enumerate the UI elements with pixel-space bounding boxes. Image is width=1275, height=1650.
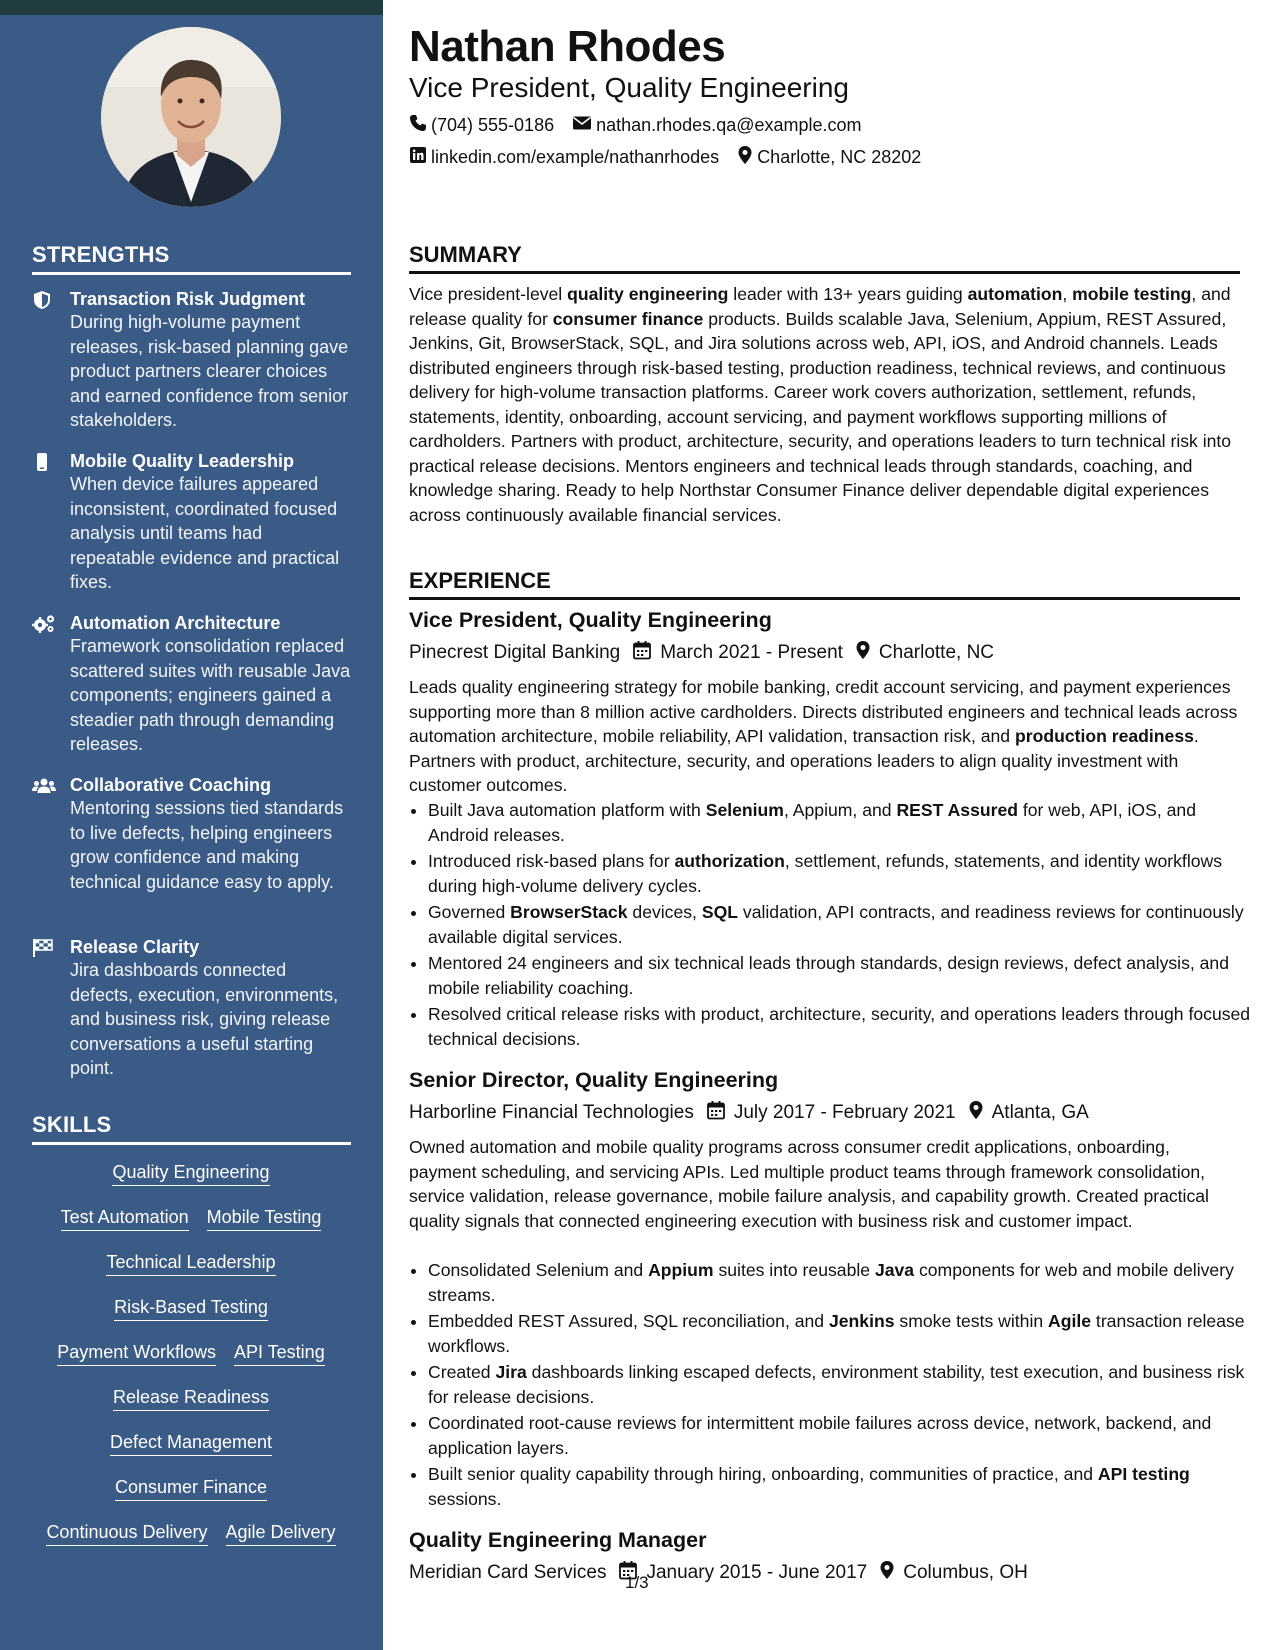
strength-body: Mentoring sessions tied standards to live defects, helping engineers grow confidence and making technical guidance easy to apply. <box>70 798 344 892</box>
experience-heading: EXPERIENCE <box>409 568 1240 600</box>
location-text: Charlotte, NC 28202 <box>757 147 922 167</box>
job-summary: Leads quality engineering strategy for mobile banking, credit account servicing, and payment experiences supporting more than 8 million active cardholders. Directs distributed engineers and technical leads across automation architecture, mobile reliability, API validation, transaction risk, and production readiness. Partners with product, architecture, security, and operations leaders to align quality investment with customer outcomes. <box>409 677 1238 795</box>
linkedin-text[interactable]: linkedin.com/example/nathanrhodes <box>431 147 720 167</box>
bullet-item: • Consolidated Selenium and Appium suites into reusable Java components for web and mobile delivery streams. <box>428 1258 1259 1307</box>
skill-tag: Continuous Delivery <box>46 1522 207 1546</box>
strength-item <box>32 774 352 894</box>
skills-row <box>32 1297 350 1321</box>
job-location: Atlanta, GA <box>991 1102 1089 1123</box>
strength-item <box>32 450 352 595</box>
skills-row <box>32 1432 350 1456</box>
map-marker-icon <box>879 1560 903 1586</box>
candidate-title: Vice President, Quality Engineering <box>409 72 849 103</box>
flag-checkered-icon <box>32 938 54 960</box>
shield-icon <box>32 290 54 312</box>
job-meta <box>409 640 1006 666</box>
bullet-item: • Mentored 24 engineers and six technical leads through standards, design reviews, defect analysis, and mobile reliability coaching. <box>428 951 1259 1000</box>
page-number: 1/3 <box>625 1573 649 1592</box>
bullet-item: • Built Java automation platform with Selenium, Appium, and REST Assured for web, API, iOS, and Android releases. <box>428 798 1259 847</box>
summary-heading: SUMMARY <box>409 242 1240 274</box>
skill-tag: Technical Leadership <box>106 1252 275 1276</box>
skills-row <box>32 1252 350 1276</box>
contact-row <box>409 114 880 137</box>
job-company: Meridian Card Services <box>409 1562 607 1583</box>
job-bullets <box>409 798 1259 1053</box>
bullet-item: • Resolved critical release risks with product, architecture, security, and operations leaders through focused technical decisions. <box>428 1002 1259 1051</box>
skills-row <box>32 1207 350 1231</box>
mobile-icon <box>32 452 54 474</box>
strength-item <box>32 288 352 433</box>
strengths-heading: STRENGTHS <box>32 242 351 275</box>
job-meta <box>409 1560 1040 1586</box>
bullet-item: • Embedded REST Assured, SQL reconciliation, and Jenkins smoke tests within Agile transaction release workflows. <box>428 1309 1259 1358</box>
strength-body: Framework consolidation replaced scattered suites with reusable Java components; engineers gained a steadier path through demanding releases. <box>70 636 351 754</box>
strength-title: Mobile Quality Leadership <box>70 451 295 471</box>
skill-tag: Consumer Finance <box>115 1477 267 1501</box>
skill-tag: Test Automation <box>61 1207 189 1231</box>
strength-title: Release Clarity <box>70 937 200 957</box>
contact-phone <box>409 114 554 137</box>
strength-item <box>32 612 352 757</box>
skills-row <box>32 1477 350 1501</box>
job-company: Harborline Financial Technologies <box>409 1102 694 1123</box>
email-text[interactable]: nathan.rhodes.qa@example.com <box>596 115 862 135</box>
map-marker-icon <box>737 145 757 170</box>
bullet-item: • Coordinated root-cause reviews for intermittent mobile failures across device, network, backend, and application layers. <box>428 1411 1259 1460</box>
strength-title: Automation Architecture <box>70 613 281 633</box>
skill-tag: Quality Engineering <box>112 1162 269 1186</box>
phone-icon <box>409 114 431 137</box>
job-dates: January 2015 - June 2017 <box>646 1562 868 1583</box>
strength-title: Transaction Risk Judgment <box>70 289 306 309</box>
map-marker-icon <box>968 1100 992 1126</box>
job-location: Charlotte, NC <box>878 642 995 663</box>
skills-row <box>32 1162 350 1186</box>
contact-linkedin[interactable] <box>409 146 719 169</box>
skills-row <box>32 1522 350 1546</box>
job-meta <box>409 1100 1101 1126</box>
contact-location <box>737 145 921 170</box>
strength-body: When device failures appeared inconsistent, coordinated focused analysis until teams had repeatable evidence and practical fixes. <box>70 474 340 592</box>
job-company: Pinecrest Digital Banking <box>409 642 621 663</box>
skill-tag: Agile Delivery <box>226 1522 336 1546</box>
job-role: Vice President, Quality Engineering <box>409 608 772 632</box>
job-bullets <box>409 1258 1259 1513</box>
job-role: Quality Engineering Manager <box>409 1528 707 1552</box>
map-marker-icon <box>855 640 879 666</box>
bullet-item: • Introduced risk-based plans for authorization, settlement, refunds, statements, and identity workflows during high-volume delivery cycles. <box>428 849 1259 898</box>
calendar-icon <box>706 1100 734 1126</box>
linkedin-icon <box>409 146 431 169</box>
calendar-icon <box>632 640 660 666</box>
skills-row <box>32 1387 350 1411</box>
summary-text: Vice president-level quality engineering leader with 13+ years guiding automation, mobile testing, and release quality for consumer finance products. Builds scalable Java, Selenium, Appium, REST Assured, Jenkins, Git, BrowserStack, SQL, and Jira solutions across web, API, iOS, and Android channels. Leads distributed engineers through risk-based testing, production readiness, technical reviews, and continuous delivery for high-volume transaction platforms. Career work covers authorization, settlement, refunds, statements, identity, onboarding, account servicing, and payment workflows supporting millions of cardholders. Partners with product, architecture, security, and operations leaders to turn technical risk into practical release decisions. Mentors engineers and technical leads through standards, coaching, and knowledge sharing. Ready to help Northstar Consumer Finance deliver dependable digital experiences across continuously available financial services. <box>409 284 1232 525</box>
job-role: Senior Director, Quality Engineering <box>409 1068 779 1092</box>
skills-row <box>32 1342 350 1366</box>
candidate-name: Nathan Rhodes <box>409 22 726 71</box>
profile-photo <box>101 27 281 207</box>
contact-row <box>409 145 939 170</box>
contact-email[interactable] <box>572 115 861 136</box>
job-summary: Owned automation and mobile quality programs across consumer credit applications, onboarding, payment scheduling, and servicing APIs. Led multiple product teams through framework consolidation, service validation, release governance, mobile failure analysis, and capability growth. Created practical quality signals that connected engineering execution with business risk and customer impact. <box>409 1137 1209 1231</box>
skill-tag: API Testing <box>234 1342 325 1366</box>
envelope-icon <box>572 115 596 136</box>
job-location: Columbus, OH <box>903 1562 1028 1583</box>
gears-icon <box>32 614 54 636</box>
skill-tag: Release Readiness <box>113 1387 269 1411</box>
strength-item <box>32 936 352 1081</box>
strength-title: Collaborative Coaching <box>70 775 272 795</box>
strength-body: During high-volume payment releases, risk-based planning gave product partners clearer choices and earned confidence from senior stakeholders. <box>70 312 349 430</box>
strength-body: Jira dashboards connected defects, execution, environments, and business risk, giving release conversations a useful starting point. <box>70 960 339 1078</box>
job-dates: July 2017 - February 2021 <box>733 1102 956 1123</box>
sidebar <box>0 0 383 1650</box>
skill-tag: Mobile Testing <box>207 1207 322 1231</box>
phone-text: (704) 555-0186 <box>431 115 555 135</box>
skill-tag: Risk-Based Testing <box>114 1297 268 1321</box>
skills-heading: SKILLS <box>32 1112 351 1145</box>
bullet-item: • Governed BrowserStack devices, SQL validation, API contracts, and readiness reviews for continuously available digital services. <box>428 900 1259 949</box>
skill-tag: Payment Workflows <box>57 1342 216 1366</box>
users-icon <box>32 776 54 798</box>
skill-tag: Defect Management <box>110 1432 272 1456</box>
bullet-item: • Created Jira dashboards linking escaped defects, environment stability, test execution, and business risk for release decisions. <box>428 1360 1259 1409</box>
job-dates: March 2021 - Present <box>660 642 843 663</box>
bullet-item: • Built senior quality capability through hiring, onboarding, communities of practice, and API testing sessions. <box>428 1462 1259 1511</box>
top-strip <box>0 0 383 15</box>
